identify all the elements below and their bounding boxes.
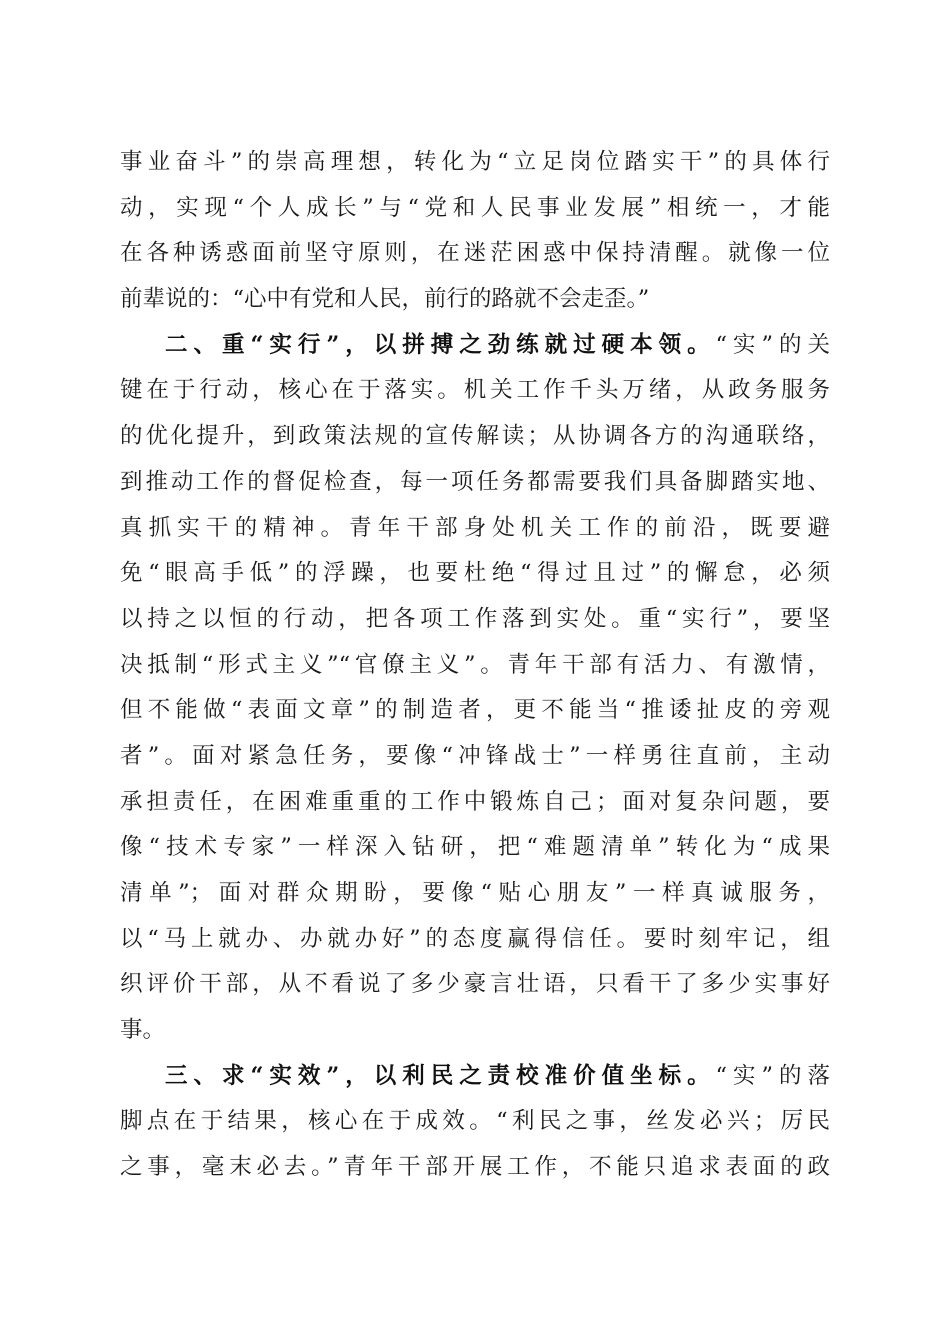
paragraph-line: 但不能做“表面文章”的制造者，更不能当“推诿扯皮的旁观 [120, 697, 830, 724]
paragraph-line: 以“马上就办、办就办好”的态度赢得信任。要时刻牢记，组 [120, 925, 830, 952]
section-2-heading: 二、重“实行”，以拼搏之劲练就过硬本领。 [165, 331, 716, 358]
paragraph-line: 真抓实干的精神。青年干部身处机关工作的前沿，既要避 [120, 514, 830, 541]
paragraph-line: 在各种诱惑面前坚守原则，在迷茫困惑中保持清醒。就像一位 [120, 240, 830, 267]
paragraph-line: 事。 [120, 1017, 166, 1044]
paragraph-line: 决抵制“形式主义”“官僚主义”。青年干部有活力、有激情， [120, 651, 830, 678]
paragraph-line: 的优化提升，到政策法规的宣传解读；从协调各方的沟通联络， [120, 423, 830, 450]
paragraph-line: 者”。面对紧急任务，要像“冲锋战士”一样勇往直前，主动 [120, 742, 830, 769]
paragraph-line: 织评价干部，从不看说了多少豪言壮语，只看干了多少实事好 [120, 971, 830, 998]
section-3-first-line [120, 1054, 830, 1100]
paragraph-line: 键在于行动，核心在于落实。机关工作千头万绪，从政务服务 [120, 377, 830, 404]
paragraph-line: 以持之以恒的行动，把各项工作落到实处。重“实行”，要坚 [120, 605, 830, 632]
section-2-first-line [120, 323, 830, 369]
paragraph-line: 事业奋斗”的崇高理想，转化为“立足岗位踏实干”的具体行 [120, 149, 830, 175]
section-3-heading: 三、求“实效”，以利民之责校准价值坐标。 [165, 1062, 716, 1089]
paragraph-line: 免“眼高手低”的浮躁，也要杜绝“得过且过”的懈怠，必须 [120, 560, 830, 587]
section-2-first-line-rest: “实”的关 [715, 331, 830, 358]
paragraph-line: 之事，毫末必去。”青年干部开展工作，不能只追求表面的政 [120, 1154, 830, 1181]
paragraph-line: 清单”；面对群众期盼，要像“贴心朋友”一样真诚服务， [120, 880, 830, 906]
section-3-first-line-rest: “实”的落 [715, 1062, 830, 1089]
paragraph-line: 前辈说的：“心中有党和人民，前行的路就不会走歪。” [120, 286, 650, 313]
paragraph-line: 像“技术专家”一样深入钻研，把“难题清单”转化为“成果 [120, 834, 830, 861]
document-body [120, 140, 830, 1191]
paragraph-line: 动，实现“个人成长”与“党和人民事业发展”相统一，才能 [120, 194, 830, 221]
paragraph-line: 脚点在于结果，核心在于成效。“利民之事，丝发必兴；厉民 [120, 1108, 830, 1135]
paragraph-line: 承担责任，在困难重重的工作中锻炼自己；面对复杂问题，要 [120, 788, 830, 815]
paragraph-line: 到推动工作的督促检查，每一项任务都需要我们具备脚踏实地、 [120, 468, 830, 495]
